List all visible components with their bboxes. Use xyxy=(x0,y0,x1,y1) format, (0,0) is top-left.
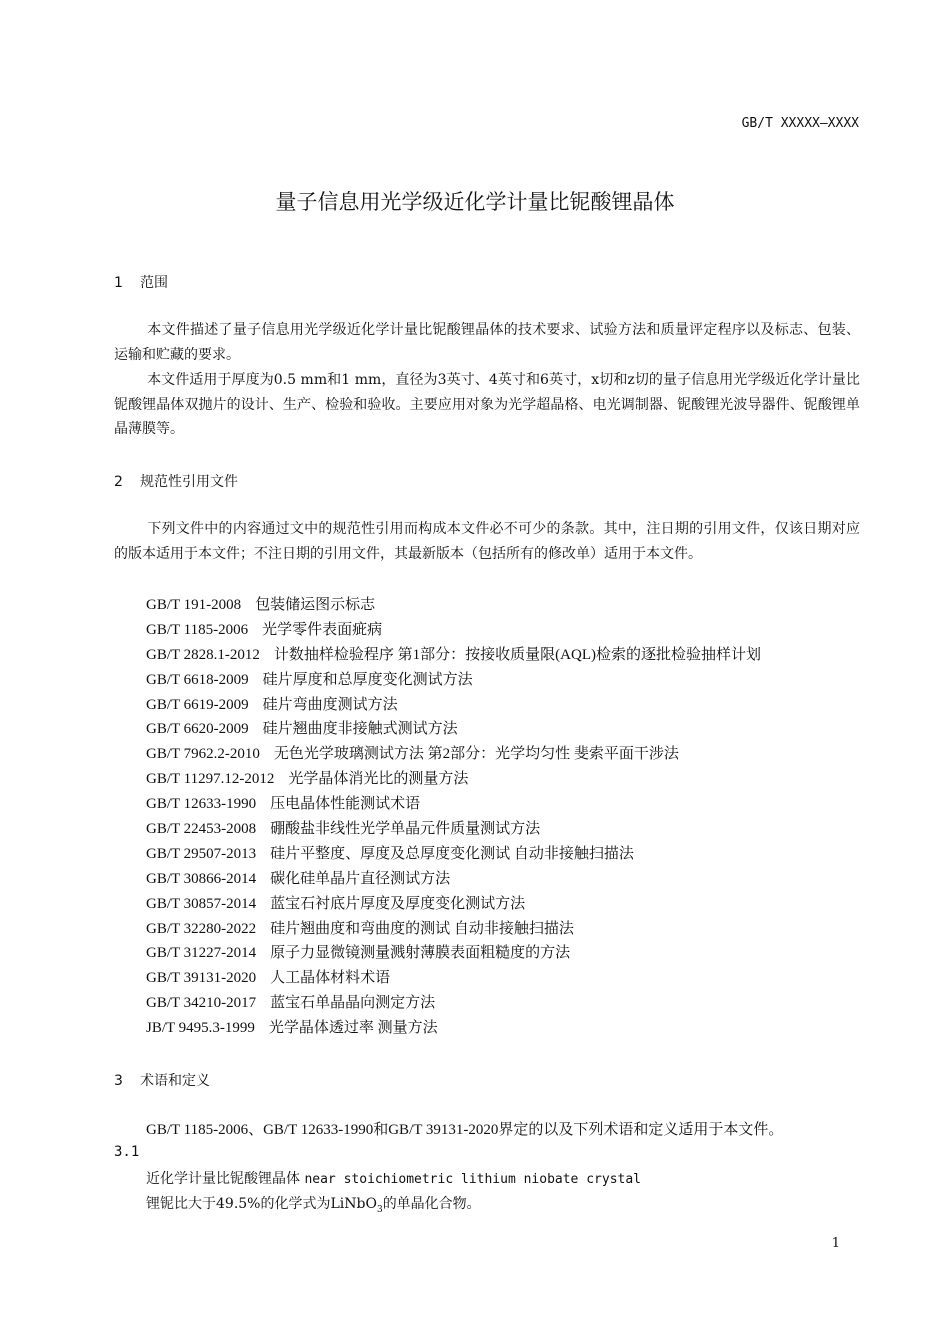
reference-item: GB/T 30857-2014 蓝宝石衬底片厚度及厚度变化测试方法 xyxy=(146,895,526,912)
page-number: 1 xyxy=(831,1236,840,1251)
reference-item: GB/T 7962.2-2010 无色光学玻璃测试方法 第2部分：光学均匀性 斐索平面干涉法 xyxy=(146,746,679,763)
term-heading xyxy=(146,1168,641,1188)
section-title: 范围 xyxy=(140,275,168,291)
section-title: 规范性引用文件 xyxy=(140,474,238,490)
refs-intro-paragraph: 下列文件中的内容通过文中的规范性引用而构成本文件必不可少的条款。其中，注日期的引用文件，仅该日期对应的版本适用于本文件；不注日期的引用文件，其最新版本（包括所有的修改单）适用于本文件。 xyxy=(114,521,860,562)
reference-item: GB/T 34210-2017 蓝宝石单晶晶向测定方法 xyxy=(146,995,436,1012)
section-number: 2 xyxy=(114,474,123,490)
reference-item: GB/T 30866-2014 碳化硅单晶片直径测试方法 xyxy=(146,870,451,887)
section-1-heading xyxy=(114,272,168,292)
reference-item: GB/T 32280-2022 硅片翘曲度和弯曲度的测试 自动非接触扫描法 xyxy=(146,920,574,937)
reference-item: GB/T 11297.12-2012 光学晶体消光比的测量方法 xyxy=(146,771,469,788)
reference-item: GB/T 6619-2009 硅片弯曲度测试方法 xyxy=(146,696,398,713)
reference-item: GB/T 1185-2006 光学零件表面疵病 xyxy=(146,621,383,638)
section-number: 3 xyxy=(114,1073,123,1089)
term-entry-number: 3.1 xyxy=(114,1144,140,1160)
reference-item: GB/T 6618-2009 硅片厚度和总厚度变化测试方法 xyxy=(146,671,473,688)
reference-item: GB/T 12633-1990 压电晶体性能测试术语 xyxy=(146,796,421,813)
standard-code-header: GB/T XXXXX—XXXX xyxy=(741,116,859,131)
document-title: 量子信息用光学级近化学计量比铌酸锂晶体 xyxy=(275,190,675,214)
reference-item: GB/T 39131-2020 人工晶体材料术语 xyxy=(146,970,391,987)
scope-paragraph-2: 本文件适用于厚度为0.5 mm和1 mm，直径为3英寸、4英寸和6英寸，x切和z切的量子信息用光学级近化学计量比铌酸锂晶体双抛片的设计、生产、检验和验收。主要应用对象为光学超晶格、电光调制器、铌酸锂光波导器件、铌酸锂单晶薄膜等。 xyxy=(114,372,860,437)
terms-intro: GB/T 1185-2006、GB/T 12633-1990和GB/T 39131-2020界定的以及下列术语和定义适用于本文件。 xyxy=(146,1122,784,1138)
reference-item: JB/T 9495.3-1999 光学晶体透过率 测量方法 xyxy=(146,1020,438,1037)
reference-item: GB/T 2828.1-2012 计数抽样检验程序 第1部分：按接收质量限(AQL)检索的逐批检验抽样计划 xyxy=(146,646,761,663)
term-name-en: near stoichiometric lithium niobate crystal xyxy=(304,1172,641,1187)
scope-paragraph-1: 本文件描述了量子信息用光学级近化学计量比铌酸锂晶体的技术要求、试验方法和质量评定程序以及标志、包装、运输和贮藏的要求。 xyxy=(114,322,860,363)
reference-item: GB/T 29507-2013 硅片平整度、厚度及总厚度变化测试 自动非接触扫描法 xyxy=(146,845,634,862)
reference-item: GB/T 22453-2008 硼酸盐非线性光学单晶元件质量测试方法 xyxy=(146,821,541,838)
section-title: 术语和定义 xyxy=(140,1073,210,1089)
section-3-heading xyxy=(114,1070,210,1090)
term-definition: 锂铌比大于49.5%的化学式为LiNbO$_3$的单晶化合物。 xyxy=(146,1196,481,1215)
section-number: 1 xyxy=(114,275,123,291)
reference-item: GB/T 191-2008 包装储运图示标志 xyxy=(146,597,376,613)
section-2-heading xyxy=(114,471,238,491)
term-name-cn: 近化学计量比铌酸锂晶体 xyxy=(146,1171,300,1187)
reference-item: GB/T 31227-2014 原子力显微镜测量溅射薄膜表面粗糙度的方法 xyxy=(146,945,571,962)
reference-list xyxy=(146,593,761,1041)
reference-item: GB/T 6620-2009 硅片翘曲度非接触式测试方法 xyxy=(146,721,458,738)
